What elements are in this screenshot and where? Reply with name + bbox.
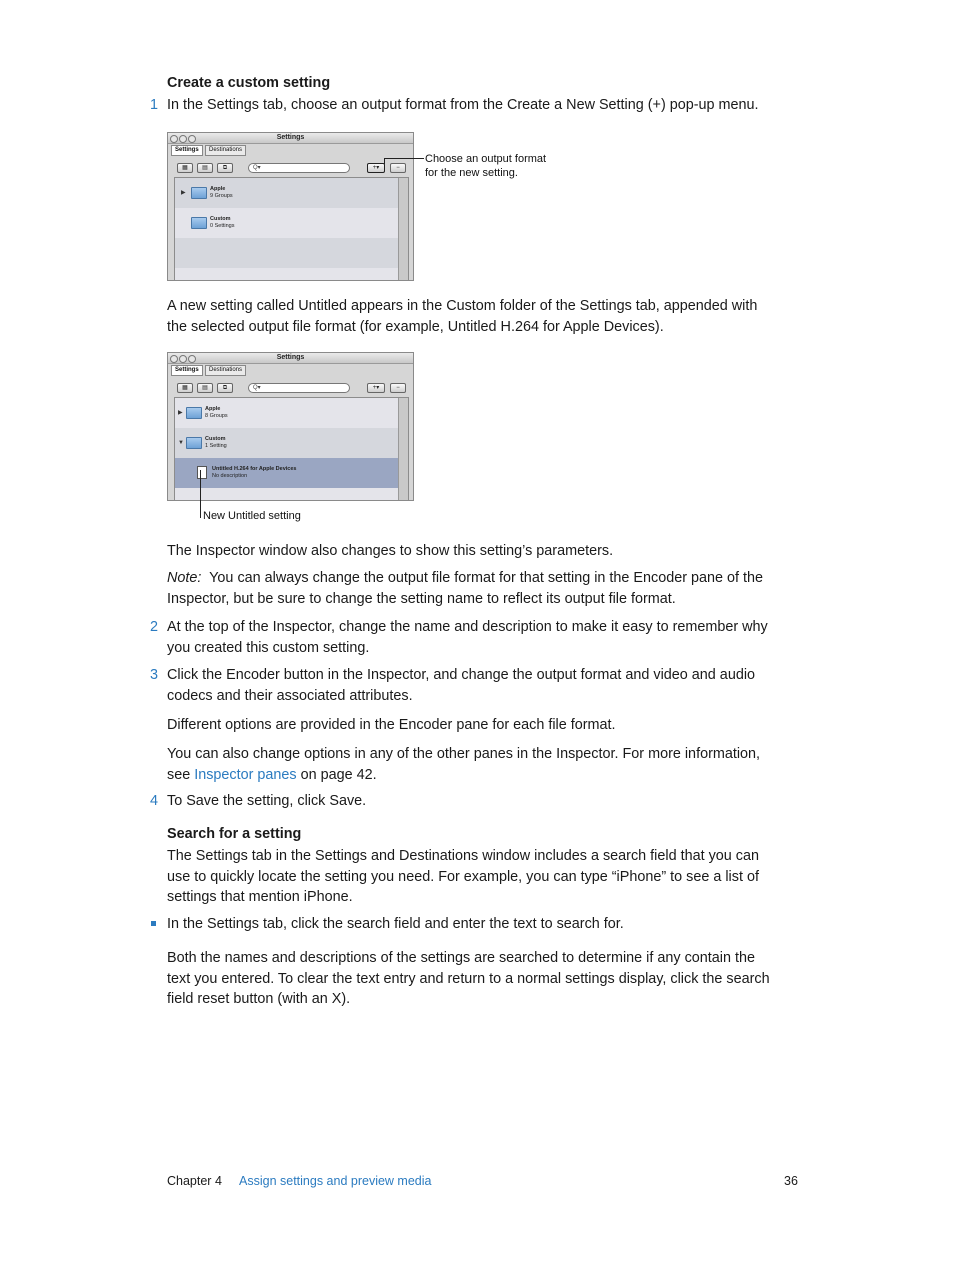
list-item bbox=[175, 238, 408, 268]
list-item-name: Custom bbox=[210, 216, 231, 222]
folder-icon bbox=[191, 217, 207, 229]
group-button-icon: ▤ bbox=[197, 383, 213, 393]
paragraph-line: use to quickly locate the setting you need. For example, you can type “iPhone” to see a list of bbox=[167, 868, 759, 885]
list-item-detail: 1 Setting bbox=[205, 443, 227, 449]
disclosure-triangle-open-icon: ▼ bbox=[178, 440, 184, 446]
remove-setting-button: − bbox=[390, 163, 406, 173]
window-titlebar bbox=[168, 133, 413, 144]
list-item-apple bbox=[205, 406, 228, 420]
callout-leader-line bbox=[384, 158, 385, 164]
step-number-1: 1 bbox=[150, 97, 159, 113]
list-item-detail: 8 Groups bbox=[205, 413, 228, 419]
setting-document-icon bbox=[197, 466, 207, 479]
settings-list bbox=[174, 177, 409, 281]
folder-icon bbox=[186, 407, 202, 419]
search-field: Q▾ bbox=[248, 163, 350, 173]
footer-chapter-title-link[interactable]: Assign settings and preview media bbox=[239, 1174, 432, 1188]
section-heading-create: Create a custom setting bbox=[167, 75, 331, 91]
paragraph-new-setting bbox=[167, 296, 807, 337]
tab-destinations: Destinations bbox=[205, 145, 246, 156]
paragraph-line: The Settings tab in the Settings and Destinations window includes a search field that you can bbox=[167, 848, 759, 864]
paragraph-search bbox=[167, 846, 807, 908]
paragraph-line: settings that mention iPhone. bbox=[167, 889, 353, 905]
step-number-3: 3 bbox=[150, 667, 159, 683]
callout-leader-line bbox=[200, 470, 201, 518]
tab-destinations: Destinations bbox=[205, 365, 246, 376]
folder-button-icon: ▦ bbox=[177, 383, 193, 393]
list-item-name: Apple bbox=[210, 186, 226, 192]
list-item-name: Custom bbox=[205, 436, 226, 442]
search-field: Q▾ bbox=[248, 383, 350, 393]
list-item-name: Apple bbox=[205, 406, 221, 412]
paragraph-line: text you entered. To clear the text entry and return to a normal settings display, click the search bbox=[167, 970, 770, 987]
step-number-2: 2 bbox=[150, 619, 159, 635]
paragraph-search-details bbox=[167, 948, 807, 1010]
paragraph-other-panes bbox=[167, 744, 807, 785]
callout-line-1: Choose an output format bbox=[425, 153, 547, 165]
list-item-detail: No description bbox=[212, 473, 248, 479]
callout-new-untitled: New Untitled setting bbox=[203, 510, 301, 522]
bullet-text: In the Settings tab, click the search field and enter the text to search for. bbox=[167, 916, 624, 932]
window-title: Settings bbox=[276, 134, 305, 141]
list-item-custom bbox=[210, 216, 234, 230]
paragraph-page-ref: on page 42. bbox=[296, 766, 377, 783]
paragraph-inspector: The Inspector window also changes to show this setting’s parameters. bbox=[167, 543, 614, 559]
inspector-panes-link[interactable]: Inspector panes bbox=[194, 766, 297, 783]
list-item-custom bbox=[205, 436, 227, 450]
paragraph-line: the selected output file format (for example, Untitled H.264 for Apple Devices). bbox=[167, 318, 664, 335]
bullet-icon bbox=[151, 921, 156, 926]
tab-settings: Settings bbox=[171, 365, 203, 376]
step-line: Click the Encoder button in the Inspector, and change the output format and video and audio bbox=[167, 667, 756, 683]
step-line: codecs and their associated attributes. bbox=[167, 687, 413, 704]
list-item-detail: 9 Groups bbox=[210, 193, 233, 199]
window-titlebar bbox=[168, 353, 413, 364]
page-number: 36 bbox=[784, 1174, 798, 1188]
step-3-text bbox=[167, 665, 807, 706]
paragraph-line: You can also change options in any of the other panes in the Inspector. For more information, bbox=[167, 746, 761, 762]
settings-list bbox=[174, 397, 409, 501]
folder-button-icon: ▦ bbox=[177, 163, 193, 173]
duplicate-button-icon: ⧉ bbox=[217, 163, 233, 173]
remove-setting-button: − bbox=[390, 383, 406, 393]
disclosure-triangle-icon: ▶ bbox=[181, 190, 186, 196]
step-4-text: To Save the setting, click Save. bbox=[167, 793, 367, 809]
section-heading-search: Search for a setting bbox=[167, 826, 302, 842]
paragraph-see: see bbox=[167, 766, 195, 783]
step-line: At the top of the Inspector, change the name and description to make it easy to remember why bbox=[167, 619, 768, 635]
duplicate-button-icon: ⧉ bbox=[217, 383, 233, 393]
list-item-detail: 0 Settings bbox=[210, 223, 235, 229]
window-title: Settings bbox=[276, 354, 305, 361]
list-item-name: Untitled H.264 for Apple Devices bbox=[212, 466, 297, 472]
note-line: You can always change the output file format for that setting in the Encoder pane of the bbox=[209, 570, 764, 586]
tab-settings: Settings bbox=[171, 145, 203, 156]
folder-icon bbox=[186, 437, 202, 449]
paragraph-line: A new setting called Untitled appears in the Custom folder of the Settings tab, appended with bbox=[167, 298, 758, 314]
scrollbar bbox=[398, 178, 408, 281]
folder-icon bbox=[191, 187, 207, 199]
callout-line-2: for the new setting. bbox=[425, 167, 518, 179]
step-1-text: In the Settings tab, choose an output format from the Create a New Setting (+) pop-up menu. bbox=[167, 97, 759, 113]
note-line: Inspector, but be sure to change the setting name to reflect its output file format. bbox=[167, 590, 676, 607]
paragraph-line: Both the names and descriptions of the settings are searched to determine if any contain the bbox=[167, 950, 755, 966]
step-2-text bbox=[167, 617, 807, 658]
step-number-4: 4 bbox=[150, 793, 159, 809]
paragraph-line: field reset button (with an X). bbox=[167, 991, 351, 1007]
note-label: Note: bbox=[167, 570, 202, 586]
settings-window-screenshot-2 bbox=[167, 352, 414, 501]
note-paragraph bbox=[167, 568, 807, 609]
disclosure-triangle-icon: ▶ bbox=[178, 410, 183, 416]
step-line: you created this custom setting. bbox=[167, 639, 370, 656]
callout-leader-line bbox=[384, 158, 424, 159]
callout-output-format bbox=[425, 152, 546, 180]
paragraph-encoder: Different options are provided in the Encoder pane for each file format. bbox=[167, 717, 616, 733]
create-setting-plus-button: +▾ bbox=[367, 163, 385, 173]
list-item-untitled bbox=[212, 466, 296, 480]
footer-chapter: Chapter 4 bbox=[167, 1174, 222, 1188]
group-button-icon: ▤ bbox=[197, 163, 213, 173]
settings-window-screenshot-1 bbox=[167, 132, 414, 281]
create-setting-plus-button: +▾ bbox=[367, 383, 385, 393]
scrollbar bbox=[398, 398, 408, 501]
list-item-apple bbox=[210, 186, 233, 200]
